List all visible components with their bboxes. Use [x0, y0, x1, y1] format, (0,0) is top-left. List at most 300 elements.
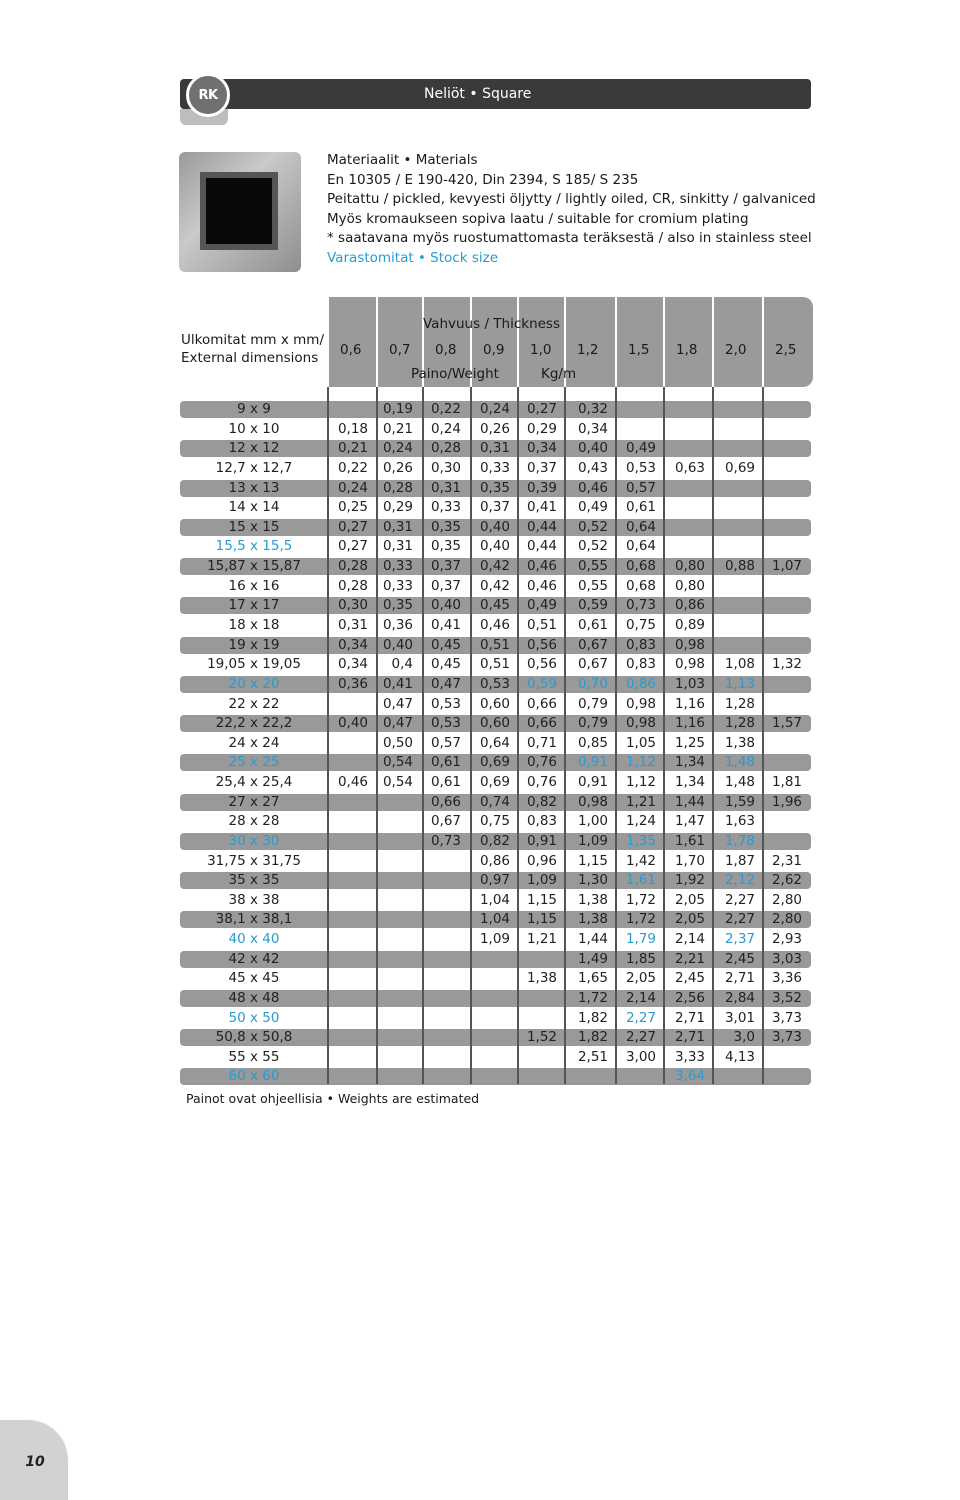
- weight-cell: 2,62: [771, 872, 802, 889]
- weight-cell: 0,68: [625, 577, 656, 594]
- weight-cell: 2,05: [674, 891, 705, 908]
- weight-cell: 1,15: [577, 852, 608, 869]
- table-row: [180, 931, 811, 948]
- weight-cell: 0,28: [382, 479, 413, 496]
- weight-cell: 1,81: [771, 774, 802, 790]
- weight-cell: 0,29: [382, 499, 413, 516]
- table-row: [180, 460, 811, 477]
- table-row: [180, 715, 811, 732]
- dimension-cell: 60 x 60: [228, 1068, 280, 1085]
- dimension-cell: 17 x 17: [228, 597, 280, 614]
- weight-cell: 0,26: [479, 420, 510, 437]
- header-column-divider: [762, 297, 764, 387]
- weight-cell: 0,33: [382, 558, 413, 574]
- weight-cell: 1,70: [674, 852, 705, 869]
- weight-cell: 2,93: [771, 931, 802, 947]
- weight-cell: 0,34: [577, 420, 608, 437]
- table-row: [180, 519, 811, 536]
- weight-cell: 0,64: [625, 518, 656, 535]
- weight-cell: 1,48: [724, 754, 755, 771]
- weight-cell: 1,63: [724, 813, 755, 830]
- weight-cell: 0,73: [625, 597, 656, 614]
- weight-cell: 1,35: [625, 832, 656, 849]
- weight-cell: 0,40: [430, 597, 461, 614]
- weight-cell: 1,92: [674, 872, 705, 889]
- dimension-cell: 15 x 15: [228, 518, 280, 535]
- weight-cell: 0,61: [625, 499, 656, 516]
- weight-cell: 1,38: [577, 911, 608, 928]
- weight-cell: 0,56: [526, 656, 557, 673]
- weight-cell: 0,91: [577, 754, 608, 771]
- weight-cell: 0,29: [526, 420, 557, 437]
- weight-cell: 0,31: [382, 538, 413, 555]
- weight-cell: 0,37: [479, 499, 510, 516]
- weight-cell: 0,76: [526, 774, 557, 790]
- weight-cell: 0,24: [430, 420, 461, 437]
- weight-cell: 2,71: [674, 1009, 705, 1026]
- weight-cell: 1,61: [625, 872, 656, 889]
- weight-cell: 0,51: [479, 636, 510, 653]
- weight-cell: 0,54: [382, 774, 413, 790]
- dimension-cell: 12 x 12: [228, 440, 280, 457]
- dimension-cell: 9 x 9: [237, 401, 271, 417]
- table-row: [180, 1029, 811, 1046]
- thickness-value: 1,8: [676, 342, 698, 358]
- dimension-cell: 19 x 19: [228, 636, 280, 653]
- weight-cell: 0,33: [382, 577, 413, 594]
- dimension-cell: 22 x 22: [228, 695, 280, 712]
- column-divider: [564, 387, 566, 1084]
- weight-cell: 0,98: [674, 636, 705, 653]
- weight-cell: 3,0: [733, 1029, 755, 1046]
- stock-size-legend: Varastomitat • Stock size: [327, 249, 499, 266]
- weight-cell: 0,83: [526, 813, 557, 830]
- weight-cell: 0,53: [430, 695, 461, 712]
- dimension-cell: 55 x 55: [228, 1048, 280, 1065]
- weight-cell: 0,60: [479, 715, 510, 732]
- weight-cell: 0,52: [577, 518, 608, 535]
- weight-cell: 0,59: [526, 675, 557, 692]
- weight-cell: 0,37: [430, 558, 461, 574]
- thickness-value: 1,5: [628, 342, 650, 358]
- weight-cell: 0,24: [337, 479, 368, 496]
- weight-cell: 0,63: [674, 459, 705, 476]
- table-row: [180, 735, 811, 752]
- weight-cell: 2,45: [674, 970, 705, 987]
- weight-cell: 1,12: [625, 754, 656, 771]
- dimension-cell: 14 x 14: [228, 499, 280, 516]
- thickness-value: 2,0: [725, 342, 747, 358]
- weight-cell: 0,41: [526, 499, 557, 516]
- weight-cell: 3,64: [674, 1068, 705, 1085]
- weight-cell: 0,31: [430, 479, 461, 496]
- page-number-tab: [0, 1420, 68, 1500]
- weight-cell: 0,33: [479, 459, 510, 476]
- weight-cell: 0,61: [430, 754, 461, 771]
- weight-cell: 0,35: [430, 538, 461, 555]
- materials-heading: Materiaalit • Materials: [327, 152, 478, 168]
- dimension-cell: 28 x 28: [228, 813, 280, 830]
- column-divider: [663, 387, 665, 1084]
- table-row: [180, 990, 811, 1007]
- weight-cell: 1,15: [526, 911, 557, 928]
- weight-cell: 0,83: [625, 636, 656, 653]
- weight-cell: 0,91: [577, 774, 608, 790]
- weight-cell: 3,52: [771, 989, 802, 1006]
- weight-cell: 0,26: [382, 459, 413, 476]
- weight-cell: 1,16: [674, 695, 705, 712]
- weight-cell: 1,57: [771, 715, 802, 732]
- column-divider: [422, 387, 424, 1084]
- weight-cell: 0,74: [479, 793, 510, 810]
- weight-cell: 1,42: [625, 852, 656, 869]
- weight-cell: 2,45: [724, 950, 755, 967]
- dimension-cell: 50,8 x 50,8: [215, 1029, 293, 1046]
- weight-cell: 0,24: [382, 440, 413, 457]
- weight-cell: 0,61: [577, 616, 608, 633]
- dimension-cell: 25,4 x 25,4: [215, 774, 293, 790]
- weight-cell: 1,00: [577, 813, 608, 830]
- weight-cell: 1,32: [771, 656, 802, 673]
- weight-cell: 0,44: [526, 518, 557, 535]
- weight-cell: 1,72: [577, 989, 608, 1006]
- weight-cell: 2,14: [625, 989, 656, 1006]
- weight-cell: 1,85: [625, 950, 656, 967]
- weight-cell: 1,52: [526, 1029, 557, 1046]
- table-row: [180, 421, 811, 438]
- weight-cell: 0,79: [577, 695, 608, 712]
- weight-cell: 1,09: [577, 832, 608, 849]
- table-row: [180, 578, 811, 595]
- weight-cell: 0,46: [479, 616, 510, 633]
- weight-cell: 0,37: [526, 459, 557, 476]
- weight-cell: 2,71: [724, 970, 755, 987]
- weight-cell: 1,28: [724, 715, 755, 732]
- weight-cell: 0,69: [479, 774, 510, 790]
- weight-cell: 0,91: [526, 832, 557, 849]
- weight-cell: 0,39: [526, 479, 557, 496]
- weight-cell: 2,27: [625, 1029, 656, 1046]
- weight-cell: 1,82: [577, 1029, 608, 1046]
- weight-cell: 0,98: [577, 793, 608, 810]
- weight-header: Paino/Weight: [411, 366, 499, 382]
- table-row: [180, 656, 811, 673]
- weight-cell: 0,47: [430, 675, 461, 692]
- weight-cell: 1,61: [674, 832, 705, 849]
- weight-cell: 0,51: [479, 656, 510, 673]
- weight-cell: 0,54: [382, 754, 413, 771]
- weight-cell: 0,86: [674, 597, 705, 614]
- weight-cell: 0,46: [337, 774, 368, 790]
- weight-cell: 1,72: [625, 911, 656, 928]
- weight-cell: 0,52: [577, 538, 608, 555]
- weight-cell: 0,66: [430, 793, 461, 810]
- weight-cell: 0,66: [526, 695, 557, 712]
- materials-stainless: * saatavana myös ruostumattomasta teräksestä / also in stainless steel: [327, 230, 812, 247]
- weight-cell: 1,12: [625, 774, 656, 790]
- weight-cell: 1,21: [625, 793, 656, 810]
- thickness-value: 1,2: [577, 342, 599, 358]
- weight-cell: 0,79: [577, 715, 608, 732]
- page-number: 10: [25, 1454, 45, 1470]
- weight-cell: 0,19: [382, 401, 413, 417]
- weight-cell: 1,96: [771, 793, 802, 810]
- weight-cell: 1,49: [577, 950, 608, 967]
- weight-cell: 2,21: [674, 950, 705, 967]
- weight-cell: 3,36: [771, 970, 802, 987]
- weight-cell: 0,96: [526, 852, 557, 869]
- weight-cell: 0,85: [577, 734, 608, 751]
- weight-cell: 2,05: [674, 911, 705, 928]
- weight-cell: 2,71: [674, 1029, 705, 1046]
- weight-cell: 1,30: [577, 872, 608, 889]
- weight-cell: 0,46: [577, 479, 608, 496]
- weight-cell: 1,38: [526, 970, 557, 987]
- header-column-divider: [376, 297, 378, 387]
- weight-cell: 0,76: [526, 754, 557, 771]
- weight-cell: 1,04: [479, 891, 510, 908]
- weight-cell: 1,59: [724, 793, 755, 810]
- weight-cell: 1,48: [724, 774, 755, 790]
- weight-cell: 3,00: [625, 1048, 656, 1065]
- header-column-divider: [663, 297, 665, 387]
- dimension-cell: 38 x 38: [228, 891, 280, 908]
- weight-cell: 0,22: [430, 401, 461, 417]
- square-tube-photo: [179, 152, 301, 272]
- weight-cell: 0,47: [382, 695, 413, 712]
- weight-cell: 0,97: [479, 872, 510, 889]
- table-row: [180, 754, 811, 771]
- weight-cell: 0,75: [625, 616, 656, 633]
- materials-plating: Myös kromaukseen sopiva laatu / suitable for cromium plating: [327, 210, 749, 227]
- weight-cell: 0,46: [526, 558, 557, 574]
- weight-cell: 0,49: [625, 440, 656, 457]
- weight-cell: 0,30: [337, 597, 368, 614]
- weight-cell: 0,57: [625, 479, 656, 496]
- table-row: [180, 499, 811, 516]
- weight-cell: 2,31: [771, 852, 802, 869]
- square-tube-icon: [200, 172, 278, 250]
- weight-cell: 0,50: [382, 734, 413, 751]
- table-row: [180, 833, 811, 850]
- weight-cell: 0,82: [526, 793, 557, 810]
- weight-cell: 1,05: [625, 734, 656, 751]
- dimension-cell: 38,1 x 38,1: [215, 911, 293, 928]
- page-title: Neliöt • Square: [424, 86, 532, 102]
- dimension-cell: 30 x 30: [228, 832, 280, 849]
- column-divider: [615, 387, 617, 1084]
- dimension-cell: 15,5 x 15,5: [215, 538, 293, 555]
- weight-cell: 0,88: [724, 558, 755, 574]
- header-column-divider: [615, 297, 617, 387]
- materials-standards: En 10305 / E 190-420, Din 2394, S 185/ S 235: [327, 171, 639, 188]
- weight-cell: 0,34: [526, 440, 557, 457]
- table-row: [180, 813, 811, 830]
- weight-cell: 1,08: [724, 656, 755, 673]
- thickness-header: Vahvuus / Thickness: [423, 316, 561, 332]
- weight-cell: 0,40: [479, 518, 510, 535]
- weight-cell: 1,15: [526, 891, 557, 908]
- weight-cell: 1,34: [674, 774, 705, 790]
- weight-cell: 1,13: [724, 675, 755, 692]
- dimension-cell: 16 x 16: [228, 577, 280, 594]
- table-row: [180, 637, 811, 654]
- dimension-cell: 31,75 x 31,75: [207, 852, 301, 869]
- weight-cell: 0,27: [337, 518, 368, 535]
- weight-cell: 2,80: [771, 891, 802, 908]
- weight-cell: 2,51: [577, 1048, 608, 1065]
- table-row: [180, 617, 811, 634]
- weight-cell: 1,44: [577, 931, 608, 947]
- weight-cell: 0,67: [577, 636, 608, 653]
- weight-cell: 0,36: [337, 675, 368, 692]
- header-column-divider: [712, 297, 714, 387]
- table-row: [180, 872, 811, 889]
- dimension-cell: 18 x 18: [228, 616, 280, 633]
- weight-cell: 0,55: [577, 558, 608, 574]
- thickness-value: 1,0: [530, 342, 552, 358]
- dimension-cell: 22,2 x 22,2: [215, 715, 293, 732]
- weight-cell: 0,40: [577, 440, 608, 457]
- weight-cell: 0,32: [577, 401, 608, 417]
- weight-cell: 2,12: [724, 872, 755, 889]
- rk-logo-text: RK: [198, 87, 218, 103]
- weight-cell: 0,24: [479, 401, 510, 417]
- table-row: [180, 970, 811, 987]
- weight-cell: 0,75: [479, 813, 510, 830]
- weight-cell: 0,22: [337, 459, 368, 476]
- dimension-cell: 40 x 40: [228, 931, 280, 947]
- dimension-cell: 27 x 27: [228, 793, 280, 810]
- weight-cell: 0,41: [430, 616, 461, 633]
- weight-cell: 0,71: [526, 734, 557, 751]
- table-row: [180, 951, 811, 968]
- table-row: [180, 1068, 811, 1085]
- weight-cell: 1,21: [526, 931, 557, 947]
- weight-cell: 0,27: [526, 401, 557, 417]
- weight-cell: 0,45: [479, 597, 510, 614]
- weight-cell: 1,47: [674, 813, 705, 830]
- dimension-cell: 13 x 13: [228, 479, 280, 496]
- weight-cell: 0,44: [526, 538, 557, 555]
- unit-header: Kg/m: [541, 366, 577, 382]
- weight-cell: 3,73: [771, 1029, 802, 1046]
- weight-cell: 0,53: [430, 715, 461, 732]
- weight-cell: 0,98: [625, 715, 656, 732]
- weight-cell: 0,55: [577, 577, 608, 594]
- weight-cell: 0,82: [479, 832, 510, 849]
- weight-cell: 1,82: [577, 1009, 608, 1026]
- column-divider: [327, 387, 329, 1084]
- weight-cell: 0,28: [337, 558, 368, 574]
- weight-cell: 1,79: [625, 931, 656, 947]
- weight-cell: 1,34: [674, 754, 705, 771]
- weight-cell: 0,37: [430, 577, 461, 594]
- column-divider: [762, 387, 764, 1084]
- weight-cell: 2,05: [625, 970, 656, 987]
- table-row: [180, 597, 811, 614]
- table-row: [180, 794, 811, 811]
- weight-cell: 0,89: [674, 616, 705, 633]
- weight-cell: 3,01: [724, 1009, 755, 1026]
- table-row: [180, 696, 811, 713]
- weight-cell: 0,70: [577, 675, 608, 692]
- weight-cell: 0,53: [479, 675, 510, 692]
- weight-cell: 0,35: [382, 597, 413, 614]
- weight-cell: 1,04: [479, 911, 510, 928]
- weight-cell: 0,41: [382, 675, 413, 692]
- weight-cell: 3,33: [674, 1048, 705, 1065]
- weight-cell: 1,28: [724, 695, 755, 712]
- weight-cell: 0,66: [526, 715, 557, 732]
- dimension-cell: 20 x 20: [228, 675, 280, 692]
- table-row: [180, 538, 811, 555]
- thickness-value: 0,7: [389, 342, 411, 358]
- weight-cell: 1,24: [625, 813, 656, 830]
- weight-cell: 0,46: [526, 577, 557, 594]
- weight-cell: 0,98: [625, 695, 656, 712]
- weight-cell: 2,27: [724, 891, 755, 908]
- dimension-cell: 25 x 25: [228, 754, 280, 771]
- weight-cell: 0,4: [391, 656, 413, 673]
- weight-cell: 0,51: [526, 616, 557, 633]
- dimension-cell: 19,05 x 19,05: [207, 656, 301, 673]
- table-row: [180, 774, 811, 791]
- weight-cell: 0,45: [430, 656, 461, 673]
- weight-cell: 1,87: [724, 852, 755, 869]
- weight-cell: 0,49: [577, 499, 608, 516]
- dimension-cell: 12,7 x 12,7: [215, 459, 293, 476]
- column-divider: [712, 387, 714, 1084]
- rk-logo: [186, 73, 230, 117]
- weight-cell: 0,98: [674, 656, 705, 673]
- weight-cell: 0,36: [382, 616, 413, 633]
- header-column-divider: [327, 297, 329, 387]
- table-row: [180, 480, 811, 497]
- table-row: [180, 853, 811, 870]
- weight-cell: 2,84: [724, 989, 755, 1006]
- weight-cell: 0,18: [337, 420, 368, 437]
- weight-cell: 0,27: [337, 538, 368, 555]
- weight-cell: 0,69: [724, 459, 755, 476]
- weight-cell: 0,25: [337, 499, 368, 516]
- table-row: [180, 558, 811, 575]
- dimension-cell: 24 x 24: [228, 734, 280, 751]
- dimension-cell: 15,87 x 15,87: [207, 558, 301, 574]
- thickness-value: 0,6: [340, 342, 362, 358]
- weight-cell: 0,33: [430, 499, 461, 516]
- column-divider: [376, 387, 378, 1084]
- weight-cell: 0,67: [430, 813, 461, 830]
- table-row: [180, 911, 811, 928]
- weight-cell: 3,73: [771, 1009, 802, 1026]
- weight-cell: 0,30: [430, 459, 461, 476]
- weight-cell: 1,03: [674, 675, 705, 692]
- weight-cell: 2,56: [674, 989, 705, 1006]
- weight-cell: 1,16: [674, 715, 705, 732]
- weight-cell: 0,40: [337, 715, 368, 732]
- dimension-cell: 48 x 48: [228, 989, 280, 1006]
- weight-cell: 0,68: [625, 558, 656, 574]
- dimension-cell: 50 x 50: [228, 1009, 280, 1026]
- dimension-cell: 45 x 45: [228, 970, 280, 987]
- weight-cell: 1,25: [674, 734, 705, 751]
- dimension-cell: 10 x 10: [228, 420, 280, 437]
- weight-cell: 0,28: [337, 577, 368, 594]
- weight-cell: 0,73: [430, 832, 461, 849]
- weight-cell: 0,35: [430, 518, 461, 535]
- weight-cell: 0,59: [577, 597, 608, 614]
